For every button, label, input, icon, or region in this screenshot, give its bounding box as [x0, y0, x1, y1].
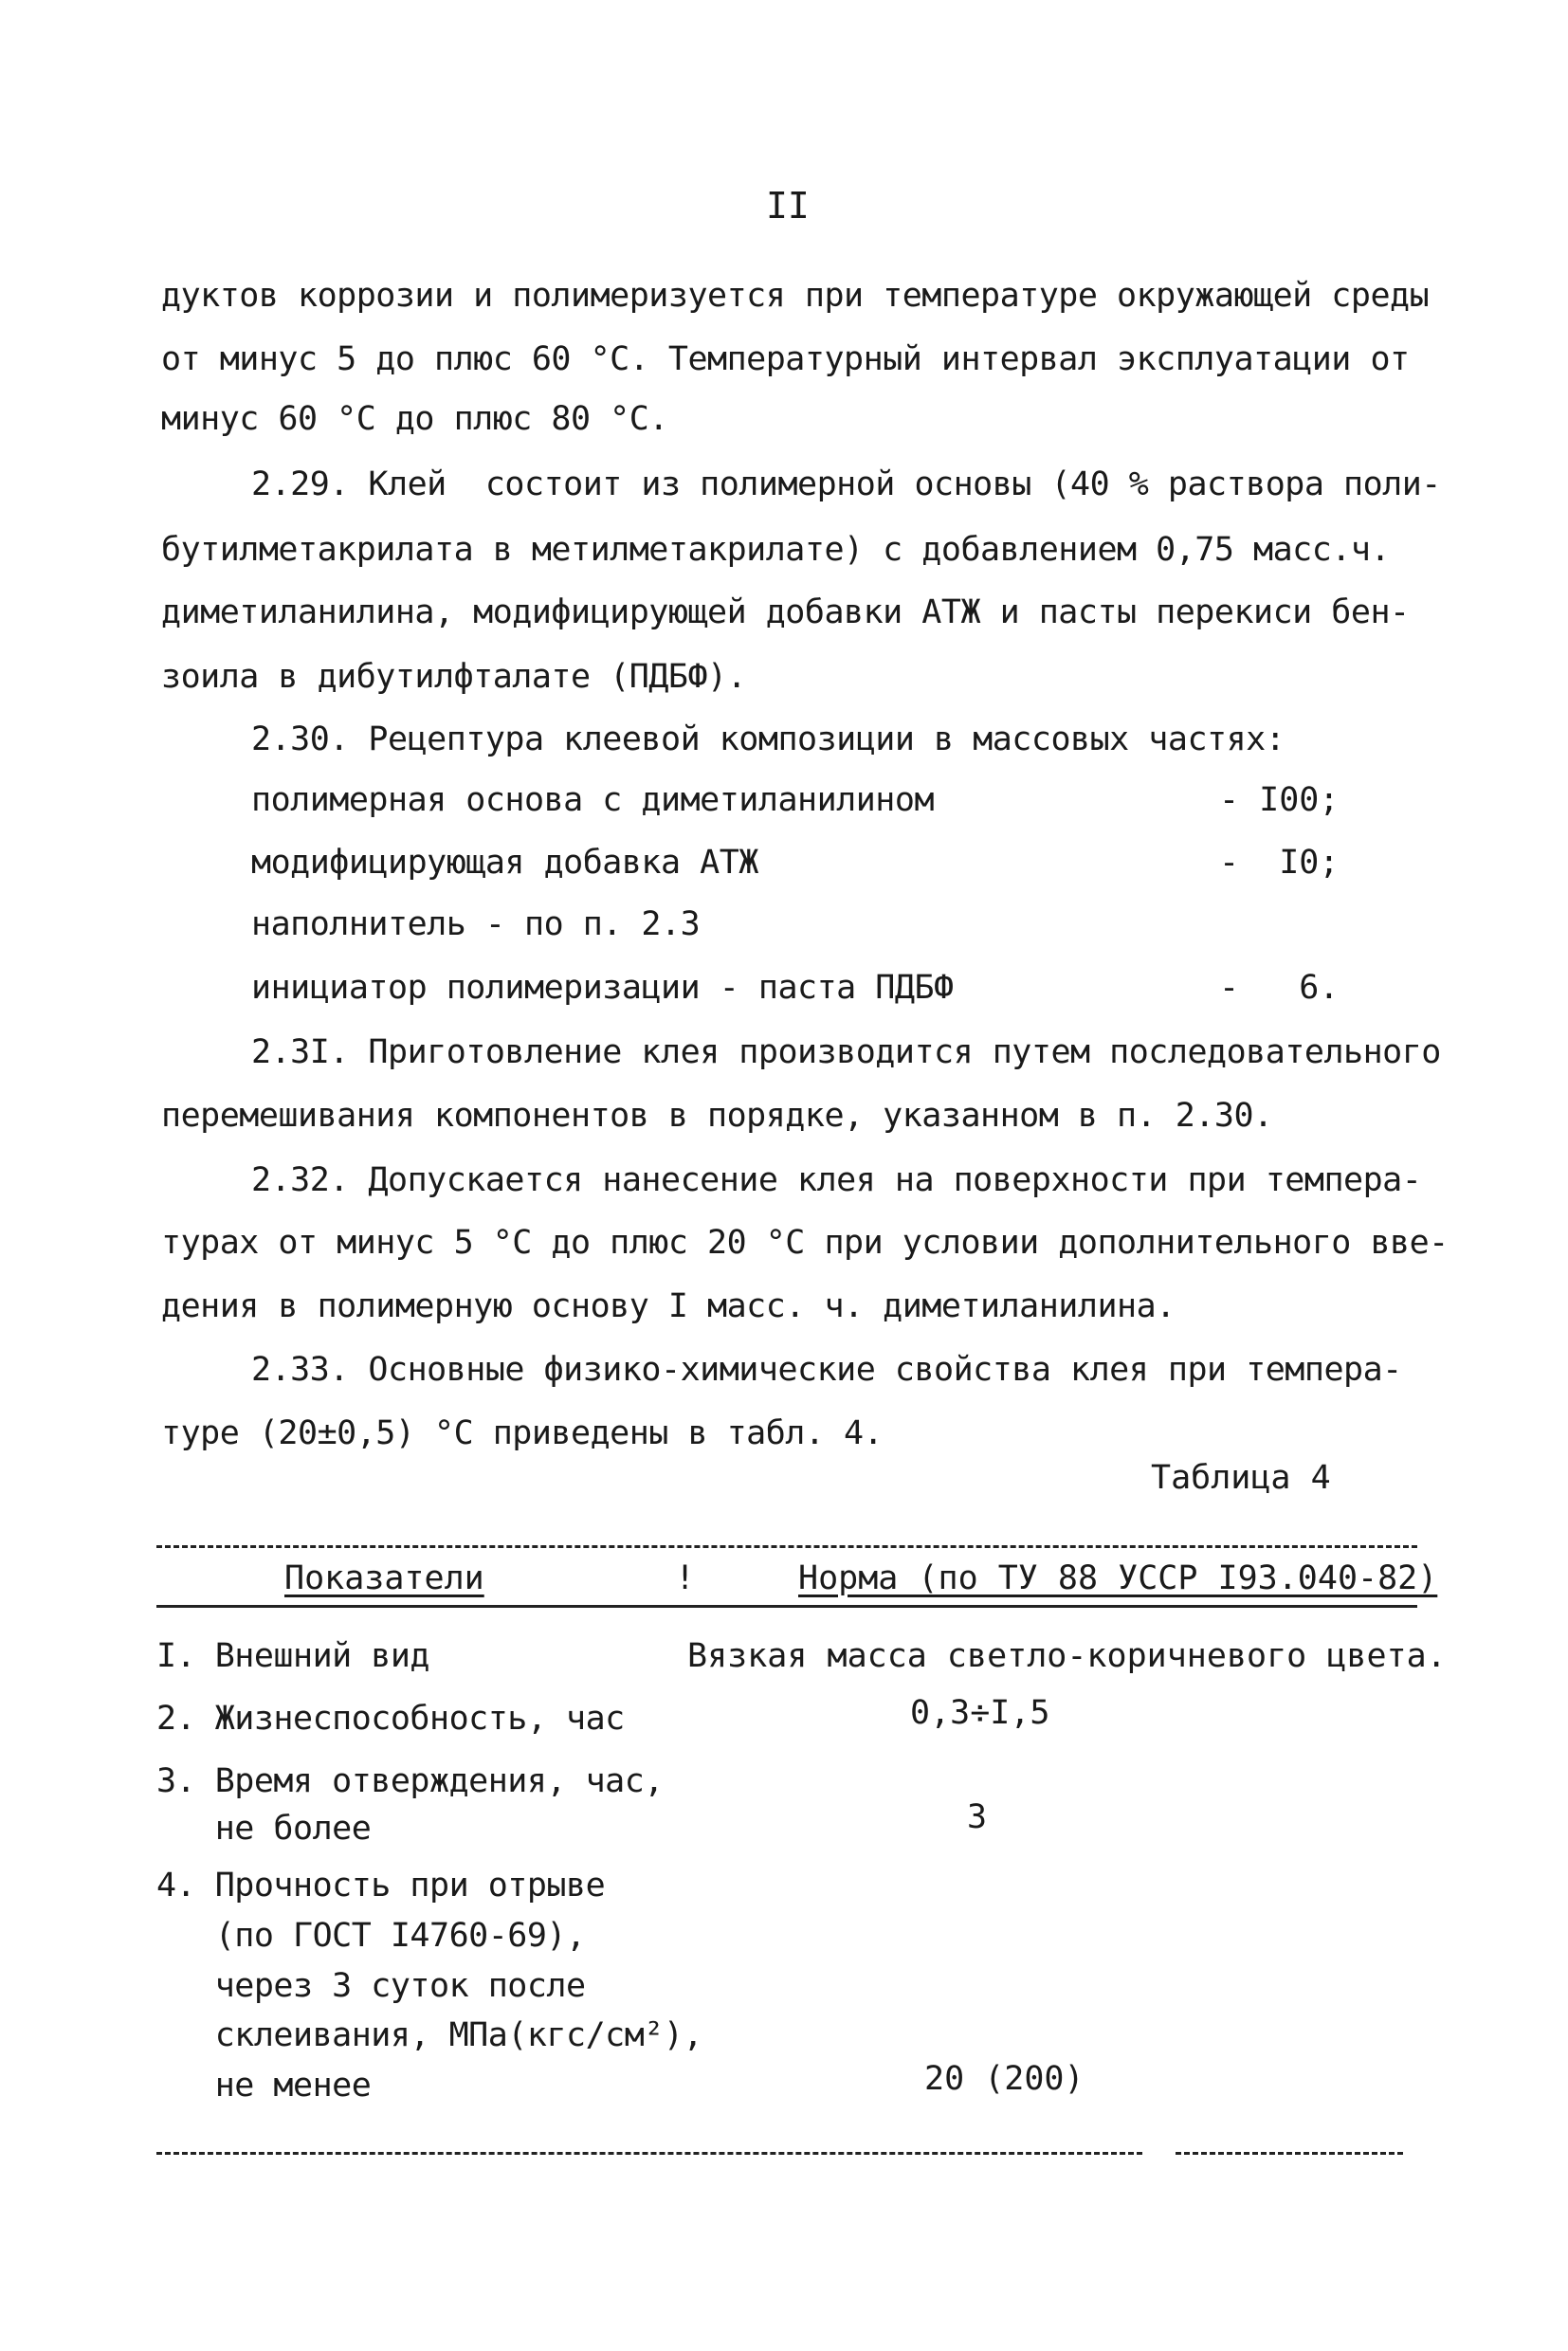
paragraph-2-32-line: дения в полимерную основу I масс. ч. диметиланилина. [161, 1287, 1176, 1325]
paragraph-2-31-line: 2.3I. Приготовление клея производится путем последовательного [251, 1033, 1441, 1071]
paragraph-2-29-line: зоила в дибутилфталате (ПДБФ). [161, 658, 747, 696]
recipe-item-name: инициатор полимеризации - паста ПДБФ [251, 969, 954, 1007]
table-bottom-rule-left [156, 2152, 1142, 2155]
recipe-item-name: модифицирующая добавка АТЖ [251, 844, 758, 882]
table-row-value: Вязкая масса светло-коричневого цвета. [687, 1637, 1447, 1675]
table-row-label: не менее [156, 2067, 372, 2105]
table-row-label: склеивания, МПа(кгс/см²), [156, 2016, 703, 2054]
table-row-value: 20 (200) [924, 2060, 1085, 2098]
table-top-rule [156, 1545, 1417, 1548]
table-row-label: через 3 суток после [156, 1967, 586, 2005]
paragraph-2-29-line: диметиланилина, модифицирующей добавки АТЖ и пасты перекиси бен- [161, 593, 1410, 631]
table-row-label: 3. Время отверждения, час, [156, 1762, 664, 1800]
paragraph-2-32-line: 2.32. Допускается нанесение клея на поверхности при темпера- [251, 1161, 1422, 1199]
table-row-value: 0,3÷I,5 [910, 1694, 1050, 1732]
paragraph-2-31-line: перемешивания компонентов в порядке, указанном в п. 2.30. [161, 1097, 1273, 1135]
paragraph-2-30-intro: 2.30. Рецептура клеевой композиции в массовых частях: [251, 720, 1285, 758]
body-text-line: от минус 5 до плюс 60 °С. Температурный интервал эксплуатации от [161, 340, 1410, 378]
table-header-rule [156, 1605, 1417, 1608]
paragraph-2-29-line: бутилметакрилата в метилметакрилате) с добавлением 0,75 масс.ч. [161, 531, 1391, 569]
table-row-label: не более [156, 1810, 372, 1848]
recipe-item-value: - I0; [1219, 844, 1340, 882]
table-header-norm: Норма (по ТУ 88 УССР I93.040-82) [798, 1559, 1438, 1597]
recipe-item-value: - I00; [1219, 781, 1340, 819]
paragraph-2-33-line: 2.33. Основные физико-химические свойства клея при темпера- [251, 1351, 1402, 1389]
paragraph-2-29-line: 2.29. Клей состоит из полимерной основы (40 % раствора поли- [251, 465, 1441, 503]
table-header-separator: ! [675, 1559, 696, 1597]
table-caption: Таблица 4 [1151, 1459, 1331, 1497]
table-row-label: 2. Жизнеспособность, час [156, 1700, 625, 1738]
paragraph-2-33-line: туре (20±0,5) °С приведены в табл. 4. [161, 1414, 884, 1452]
paragraph-2-32-line: турах от минус 5 °С до плюс 20 °С при условии дополнительного вве- [161, 1224, 1449, 1262]
recipe-item-name: наполнитель - по п. 2.3 [251, 905, 701, 943]
recipe-item-name: полимерная основа с диметиланилином [251, 781, 935, 819]
table-header-indicators: Показатели [284, 1559, 484, 1597]
table-row-value: 3 [967, 1798, 988, 1836]
page-number: II [766, 185, 810, 227]
body-text-line: дуктов коррозии и полимеризуется при температуре окружающей среды [161, 277, 1430, 315]
table-row-label: 4. Прочность при отрыве [156, 1867, 606, 1904]
table-row-label: (по ГОСТ I4760-69), [156, 1917, 586, 1955]
table-row-label: I. Внешний вид [156, 1637, 430, 1675]
body-text-line: минус 60 °С до плюс 80 °С. [161, 400, 668, 438]
table-bottom-rule-right [1176, 2152, 1403, 2155]
recipe-item-value: - 6. [1219, 969, 1340, 1007]
